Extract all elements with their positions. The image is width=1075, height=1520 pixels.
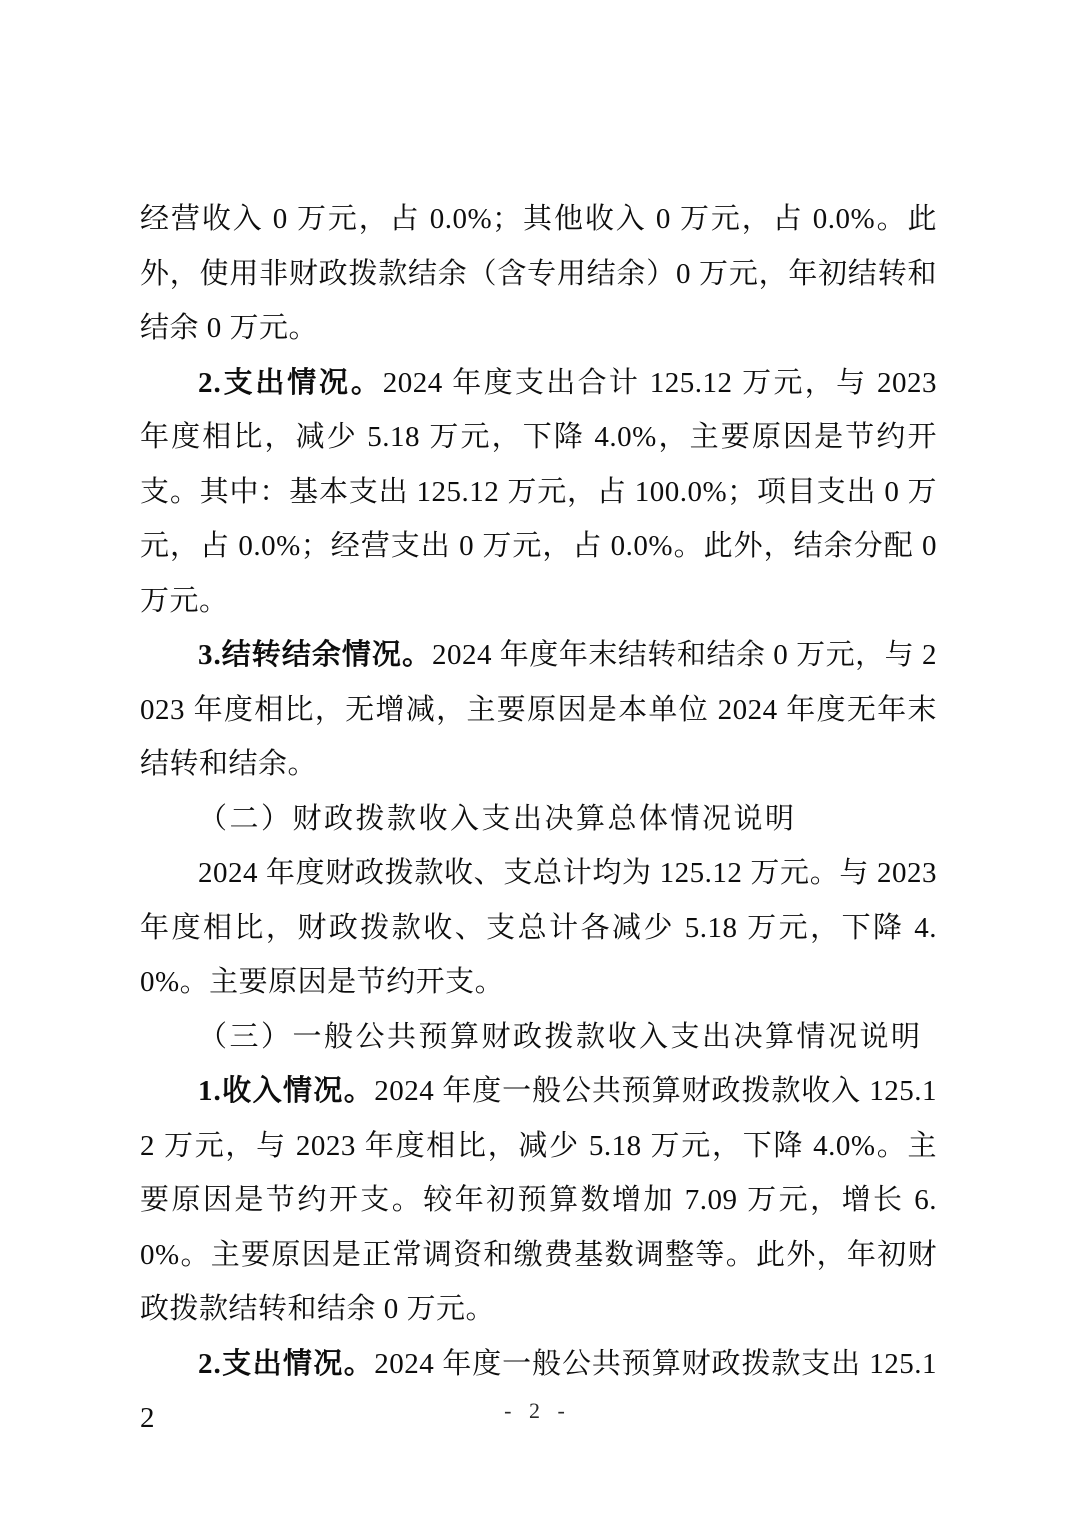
paragraph-general-budget-income <box>140 1064 937 1337</box>
paragraph-fiscal-appropriation-total <box>140 846 937 1010</box>
paragraph-text: 2024 年度一般公共预算财政拨款支出 125.12 <box>140 1347 937 1434</box>
paragraph-general-budget-expenditure <box>140 1337 937 1446</box>
paragraph-carryover-balance <box>140 628 937 792</box>
paragraph-lead-carryover: 3.结转结余情况。 <box>198 639 432 671</box>
document-body <box>140 192 937 1446</box>
paragraph-lead-expenditure: 2.支出情况。 <box>198 366 383 399</box>
section-heading-text: （二）财政拨款收入支出决算总体情况说明 <box>198 802 797 835</box>
paragraph-lead-income: 1.收入情况。 <box>198 1075 375 1107</box>
section-heading-general-public-budget <box>140 1010 937 1065</box>
paragraph-text: 2024 年度年末结转和结余 0 万元，与 2023 年度相比，无增减，主要原因是本单位 2024 年度无年末结转和结余。 <box>140 639 937 780</box>
paragraph-income-continuation <box>140 192 937 356</box>
paragraph-text: 2024 年度一般公共预算财政拨款收入 125.12 万元，与 2023 年度相比，减少 5.18 万元，下降 4.0%。主要原因是节约开支。较年初预算数增加 7.09 万元，增长 6.0%。主要原因是正常调资和缴费基数调整等。此外，年初财政拨款结转和结余 0 万元。 <box>140 1075 937 1325</box>
paragraph-expenditure-overview <box>140 356 937 629</box>
page-number: - 2 - <box>504 1398 571 1423</box>
paragraph-text: 经营收入 0 万元，占 0.0%；其他收入 0 万元，占 0.0%。此外，使用非财政拨款结余（含专用结余）0 万元，年初结转和结余 0 万元。 <box>140 203 937 344</box>
paragraph-lead-expenditure-2: 2.支出情况。 <box>198 1347 375 1380</box>
paragraph-text: 2024 年度财政拨款收、支总计均为 125.12 万元。与 2023 年度相比，财政拨款收、支总计各减少 5.18 万元，下降 4.0%。主要原因是节约开支。 <box>140 857 937 998</box>
paragraph-text: 2024 年度支出合计 125.12 万元，与 2023 年度相比，减少 5.18 万元，下降 4.0%，主要原因是节约开支。其中：基本支出 125.12 万元，占 100.0%；项目支出 0 万元，占 0.0%；经营支出 0 万元，占 0.0%。此外，结余分配 0 万元。 <box>140 366 937 617</box>
section-heading-text: （三）一般公共预算财政拨款收入支出决算情况说明 <box>198 1020 923 1053</box>
section-heading-fiscal-appropriation <box>140 792 937 847</box>
